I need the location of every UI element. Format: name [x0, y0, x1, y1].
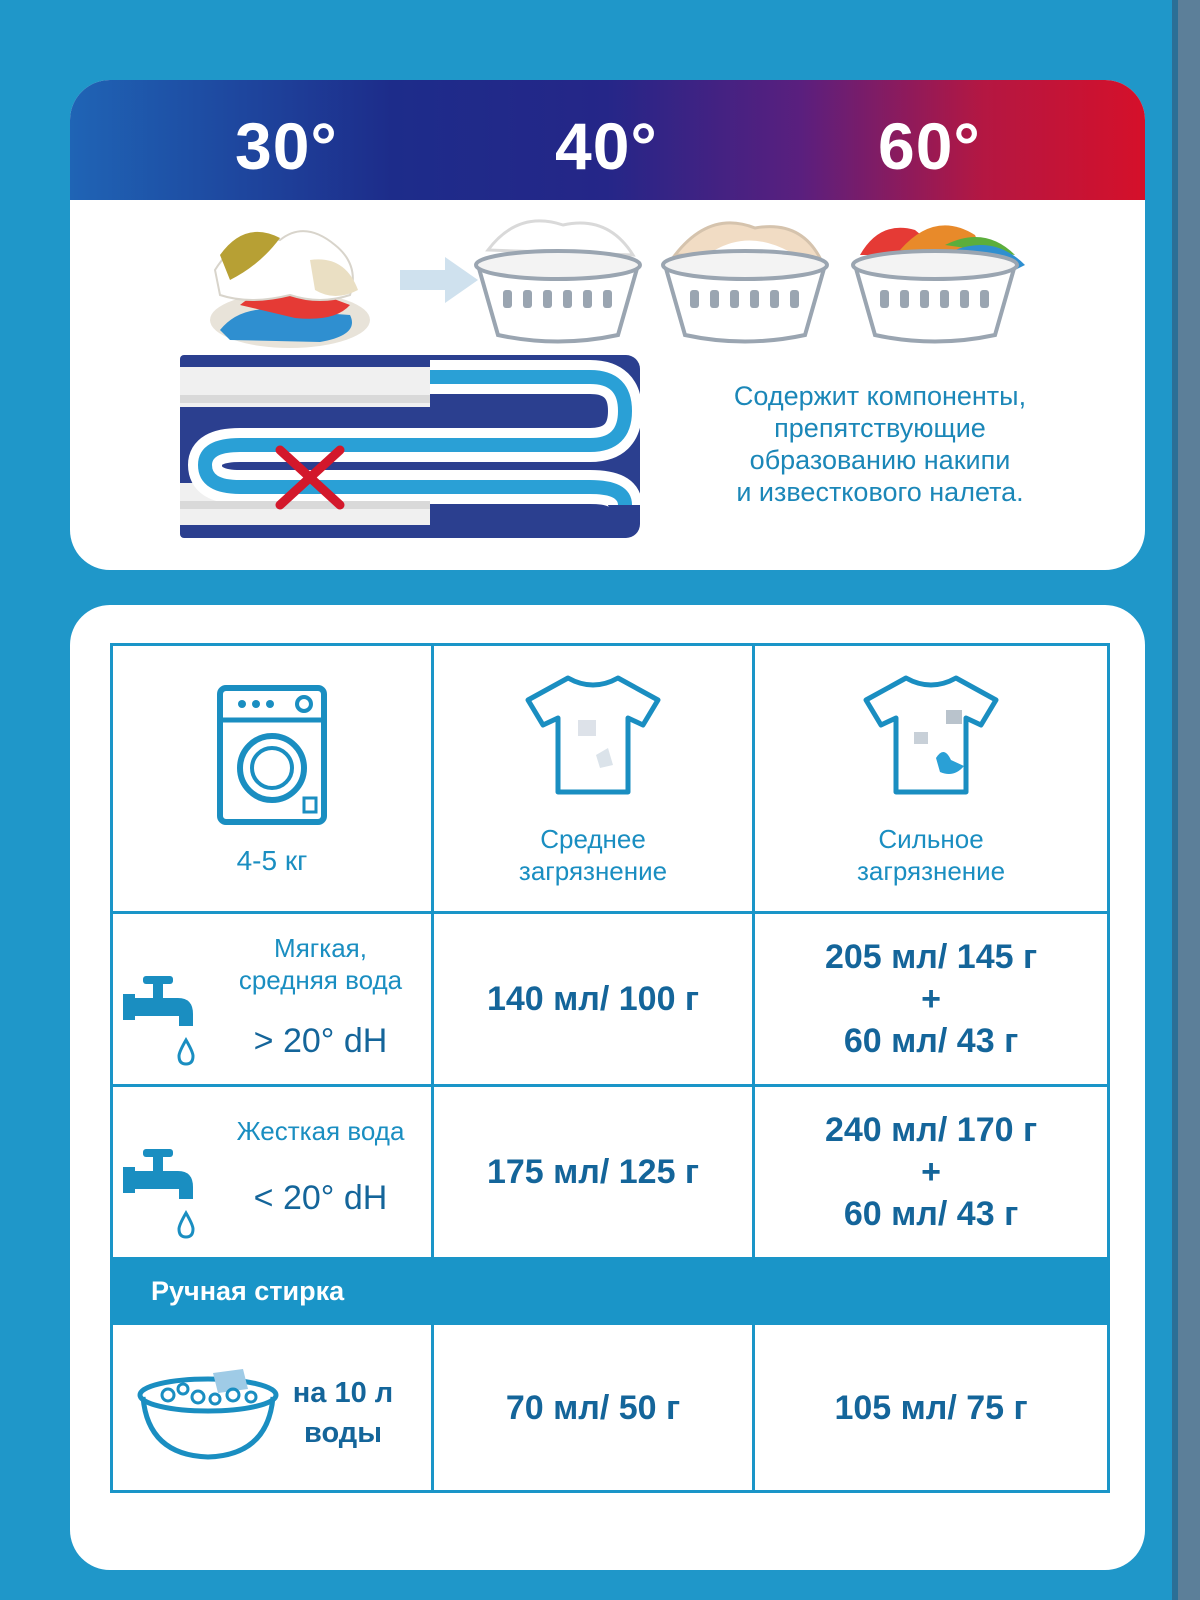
water-tap-icon — [123, 974, 203, 1069]
laundry-basket-icon — [655, 210, 835, 350]
temp-40: 40° — [555, 109, 658, 183]
table-row-hand-wash — [112, 1324, 1109, 1492]
water-tap-icon — [123, 1147, 203, 1242]
heating-pipe-panel — [180, 355, 640, 538]
temp-30: 30° — [235, 109, 338, 183]
soft-water-heavy-dose-line: 60 мл/ 43 г — [843, 1022, 1019, 1060]
hand-wash-medium-dose: 70 мл/ 50 г — [505, 1388, 681, 1427]
hard-water-hardness: < 20° dH — [253, 1179, 388, 1217]
heavy-soil-label-line: загрязнение — [856, 856, 1006, 886]
laundry-basket-icon — [468, 210, 648, 350]
hand-wash-heavy-dose: 105 мл/ 75 г — [834, 1388, 1028, 1427]
washing-machine-icon — [212, 680, 332, 830]
soft-water-heavy-dose-line: + — [921, 980, 941, 1018]
soft-water-hardness: > 20° dH — [253, 1022, 388, 1060]
descaling-note-line: образованию накипи — [749, 445, 1011, 475]
t-shirt-icon — [856, 670, 1006, 800]
table-row-hard-water — [112, 1086, 1109, 1259]
soft-water-cell — [112, 913, 433, 1086]
heavy-soil-cell — [754, 645, 1109, 913]
descaling-note — [670, 380, 1090, 508]
load-cell — [112, 645, 433, 913]
hard-water-heavy-dose-line: 60 мл/ 43 г — [843, 1195, 1019, 1233]
box-edge — [1178, 0, 1200, 1600]
hand-wash-heavy-dose-cell — [754, 1324, 1109, 1492]
hand-wash-title: Ручная стирка — [112, 1259, 1109, 1324]
medium-soil-label — [434, 823, 752, 887]
medium-soil-label-line: загрязнение — [518, 856, 668, 886]
medium-soil-label-line: Среднее — [540, 824, 646, 854]
laundry-pile-icon — [200, 210, 370, 350]
laundry-basket-icon — [845, 210, 1030, 350]
soft-water-heavy-dose-cell — [754, 913, 1109, 1086]
medium-soil-cell — [432, 645, 753, 913]
descaling-note-line: препятствующие — [774, 413, 986, 443]
hard-water-heavy-dose-cell — [754, 1086, 1109, 1259]
hard-water-cell — [112, 1086, 433, 1259]
load-label: 4-5 кг — [236, 845, 308, 876]
soft-water-label — [208, 932, 433, 996]
hard-water-medium-dose-cell — [432, 1086, 753, 1259]
t-shirt-icon — [518, 670, 668, 800]
hand-wash-label-line: воды — [304, 1417, 382, 1449]
soft-water-medium-dose: 140 мл/ 100 г — [486, 980, 700, 1018]
heavy-soil-label — [755, 823, 1107, 887]
soft-water-heavy-dose-line: 205 мл/ 145 г — [824, 938, 1038, 976]
soft-water-medium-dose-cell — [432, 913, 753, 1086]
temp-60: 60° — [878, 109, 981, 183]
temperature-panel — [70, 80, 1145, 570]
temperature-band — [70, 80, 1145, 200]
descaling-note-line: и известкового налета. — [736, 477, 1024, 507]
hard-water-label: Жесткая вода — [236, 1116, 405, 1146]
table-row-soft-water — [112, 913, 1109, 1086]
dosage-panel — [70, 605, 1145, 1570]
hand-wash-header-row — [112, 1259, 1109, 1324]
heavy-soil-label-line: Сильное — [878, 824, 984, 854]
heating-pipe-icon — [180, 355, 640, 538]
soft-water-label-line: Мягкая, — [274, 933, 367, 963]
hard-water-medium-dose: 175 мл/ 125 г — [486, 1153, 700, 1191]
hand-wash-label — [288, 1373, 398, 1453]
hard-water-heavy-dose-line: 240 мл/ 170 г — [824, 1111, 1038, 1149]
wash-bowl-icon — [133, 1365, 283, 1465]
table-header-row — [112, 645, 1109, 913]
soft-water-label-line: средняя вода — [238, 965, 403, 995]
descaling-note-line: Содержит компоненты, — [733, 381, 1027, 411]
hand-wash-label-line: на 10 л — [292, 1377, 394, 1409]
hand-wash-cell — [112, 1324, 433, 1492]
dosage-table — [110, 643, 1110, 1493]
hard-water-heavy-dose-line: + — [921, 1153, 941, 1191]
hand-wash-medium-dose-cell — [432, 1324, 753, 1492]
